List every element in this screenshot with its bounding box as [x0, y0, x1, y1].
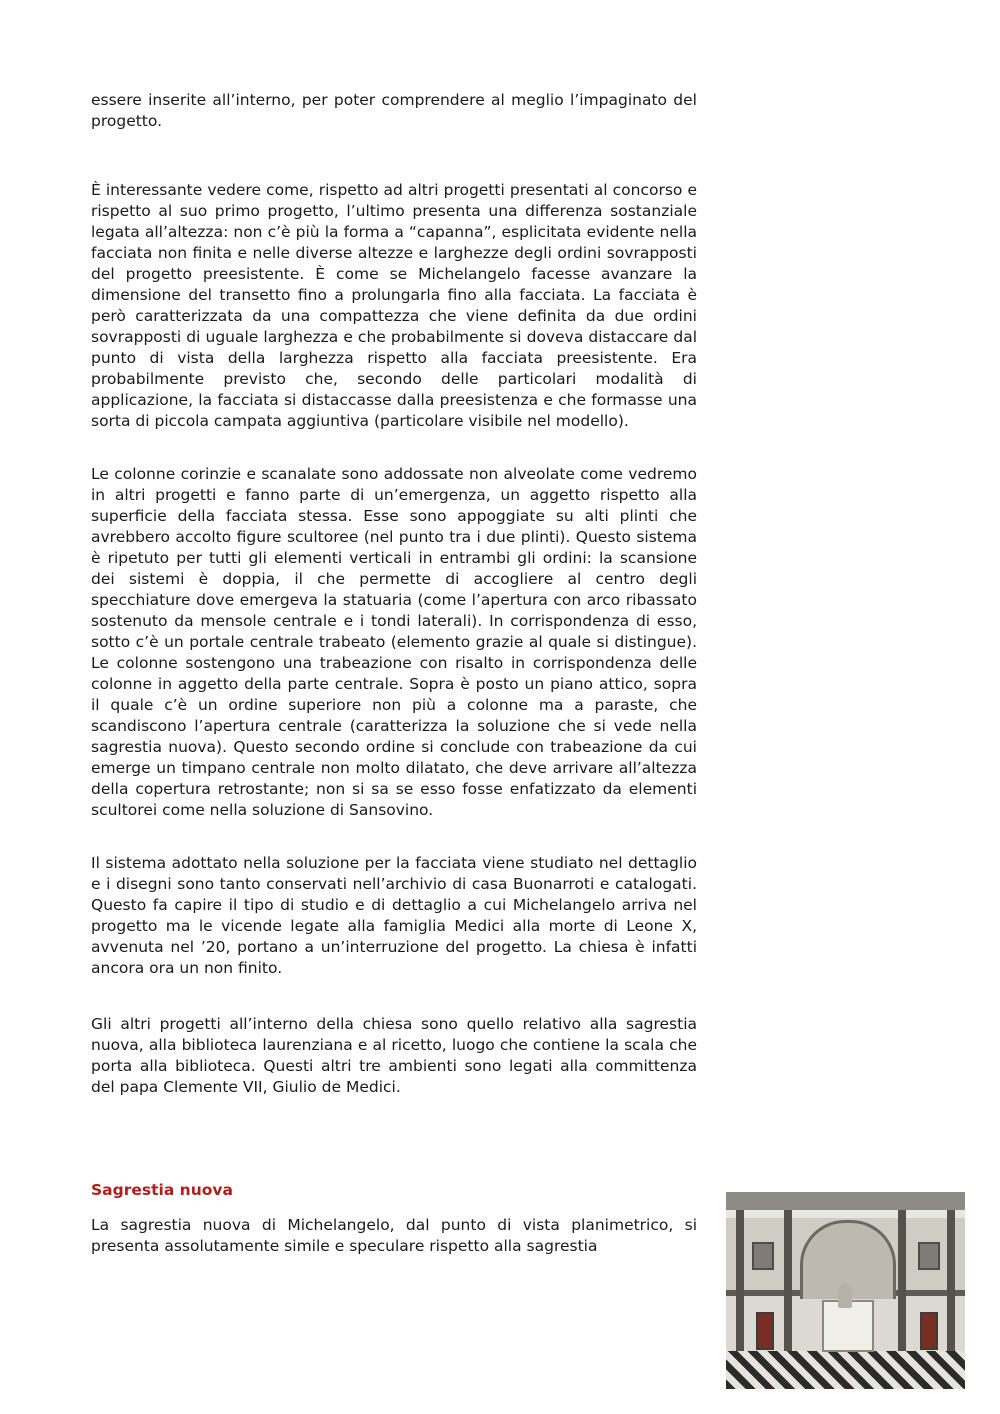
- photo-pilaster: [947, 1210, 955, 1351]
- photo-vault: [726, 1192, 965, 1210]
- paragraph-intro-fragment: essere inserite all’interno, per poter comprendere al meglio l’impaginato del progetto.: [91, 91, 697, 130]
- photo-window: [752, 1242, 774, 1270]
- paragraph-facade-height: È interessante vedere come, rispetto ad altri progetti presentati al concorso e rispetto al suo primo progetto, l’ultimo presenta una differenza sostanziale legata all’altezza: non c’è più la forma a “capanna”, esplicitata evidente nella facciata non finita e nelle diverse altezze e larghezze degli ordini sovrapposti del progetto preesistente. È come se Michelangelo facesse avanzare la dimensione del transetto fino a prolungarla fino alla facciata. La facciata è però caratterizzata da una compattezza che viene definita da due ordini sovrapposti di uguale larghezza e che probabilmente si doveva distaccare dal punto di vista della larghezza rispetto alla facciata preesistente. Era probabilmente previsto che, secondo delle particolari modalità di applicazione, la facciata si distaccasse dalla preesistenza e che formasse una sorta di piccola campata aggiuntiva (particolare visibile nel modello).: [91, 181, 697, 430]
- photo-pilaster: [736, 1210, 744, 1351]
- photo-pilaster: [898, 1210, 906, 1351]
- photo-cornice: [726, 1210, 965, 1218]
- section-heading: Sagrestia nuova: [91, 1181, 233, 1199]
- photo-checkered-floor: [726, 1351, 965, 1389]
- photo-pilaster: [784, 1210, 792, 1351]
- photo-statue: [838, 1284, 852, 1308]
- photo-door: [756, 1312, 774, 1350]
- paragraph-other-projects: Gli altri progetti all’interno della chiesa sono quello relativo alla sagrestia nuova, alla biblioteca laurenziana e al ricetto, luogo che contiene la scala che porta alla biblioteca. Questi altri tre ambienti sono legati alla committenza del papa Clemente VII, Giulio de Medici.: [91, 1015, 697, 1096]
- sagrestia-nuova-photo: [726, 1192, 965, 1389]
- photo-door: [920, 1312, 938, 1350]
- paragraph-sagrestia-intro: La sagrestia nuova di Michelangelo, dal punto di vista planimetrico, si presenta assolutamente simile e speculare rispetto alla sagrestia: [91, 1216, 697, 1255]
- paragraph-corinthian-columns: Le colonne corinzie e scanalate sono addossate non alveolate come vedremo in altri progetti e fanno parte di un’emergenza, un aggetto rispetto alla superficie della facciata stessa. Esse sono appoggiate su alti plinti che avrebbero accolto figure scultoree (nel punto tra i due plinti). Questo sistema è ripetuto per tutti gli elementi verticali in entrambi gli ordini: la scansione dei sistemi è doppia, il che permette di accogliere al centro degli specchiature dove emergeva la statuaria (come l’apertura con arco ribassato sostenuto da mensole centrale e i tondi laterali). In corrispondenza di esso, sotto c’è un portale centrale trabeato (elemento grazie al quale si distingue). Le colonne sostengono una trabeazione con risalto in corrispondenza delle colonne in aggetto della parte centrale. Sopra è posto un piano attico, sopra il quale c’è un ordine superiore non più a colonne ma a paraste, che scandiscono l’apertura centrale (caratterizza la soluzione che si vede nella sagrestia nuova). Questo secondo ordine si conclude con trabeazione da cui emerge un timpano centrale non molto dilatato, che deve arrivare all’altezza della copertura retrostante; non si sa se esso fosse enfatizzato da elementi scultorei come nella soluzione di Sansovino.: [91, 465, 697, 819]
- photo-window: [918, 1242, 940, 1270]
- paragraph-facade-system: Il sistema adottato nella soluzione per la facciata viene studiato nel dettaglio e i disegni sono tanto conservati nell’archivio di casa Buonarroti e catalogati. Questo fa capire il tipo di studio e di dettaglio a cui Michelangelo arriva nel progetto ma le vicende legate alla famiglia Medici alla morte di Leone X, avvenuta nel ’20, portano a un’interruzione del progetto. La chiesa è infatti ancora ora un non finito.: [91, 854, 697, 977]
